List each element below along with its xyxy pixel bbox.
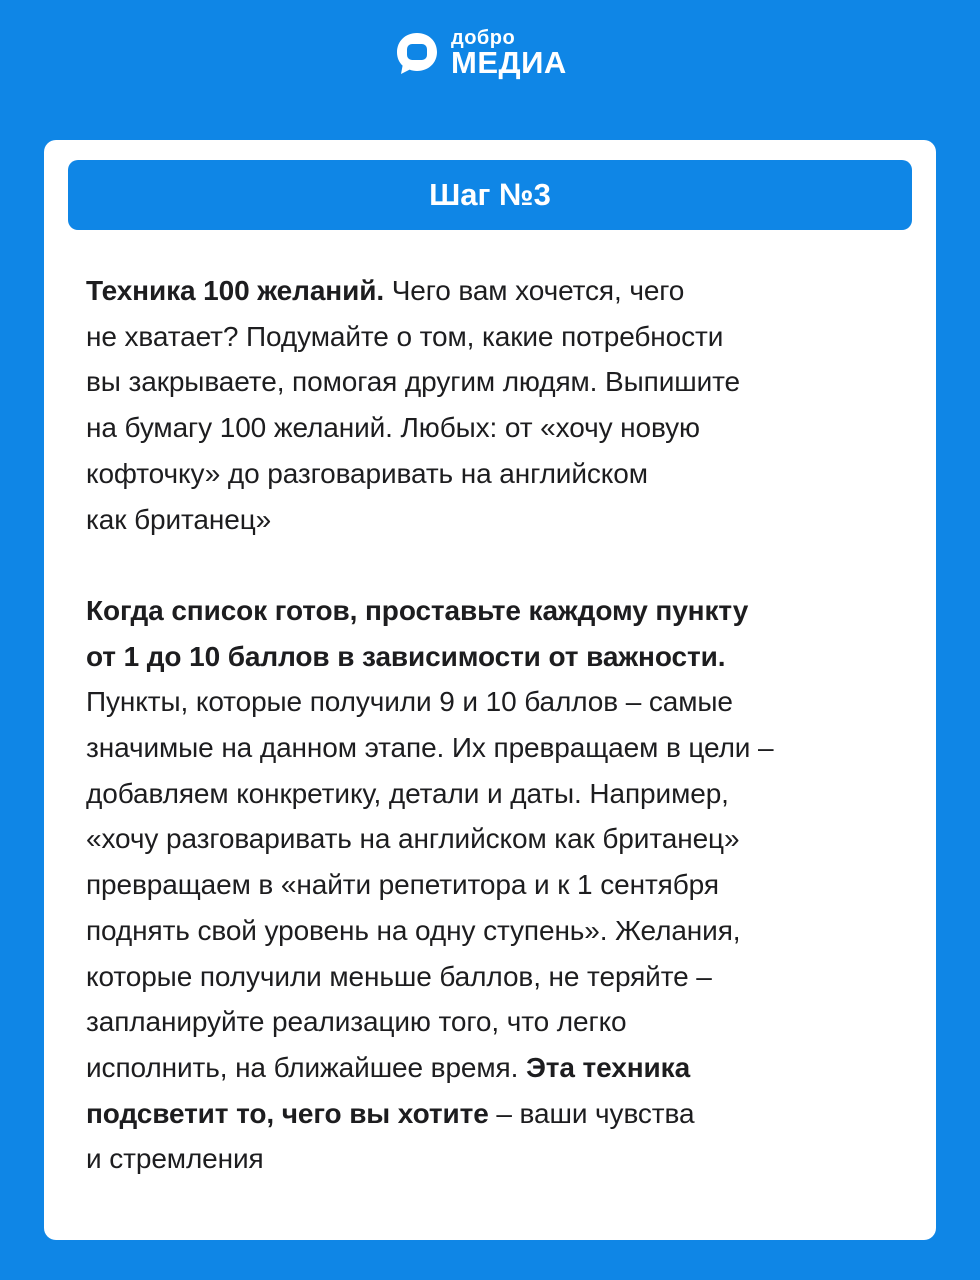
- text-run: и стремления: [86, 1143, 264, 1175]
- step-title: Шаг №3: [429, 177, 551, 212]
- text-run: запланируйте реализацию того, что легко: [86, 1006, 627, 1038]
- paragraph-scoring: [86, 588, 894, 1182]
- text-run: Пункты, которые получили 9 и 10 баллов – самые: [86, 686, 733, 718]
- bold-text-run: Когда список готов, проставьте каждому пункту: [86, 594, 749, 626]
- text-run: которые получили меньше баллов, не теряйте –: [86, 960, 712, 992]
- logo-line-1: добро: [451, 27, 516, 49]
- bold-text-run: Техника 100 желаний.: [86, 275, 385, 306]
- text-run: добавляем конкретику, детали и даты. Например,: [86, 777, 729, 809]
- text-run: вы закрываете, помогая другим людям. Выпишите: [86, 366, 741, 398]
- text-run: поднять свой уровень на одну ступень». Желания,: [86, 914, 741, 946]
- bold-text-run: от 1 до 10 баллов в зависимости от важности.: [86, 640, 726, 672]
- content-card: [44, 140, 936, 1240]
- step-header: [68, 160, 912, 230]
- text-run: исполнить, на ближайшее время.: [86, 1051, 526, 1083]
- speech-bubble-logo-icon: [393, 29, 441, 77]
- paragraph-wishes-technique: [86, 268, 894, 542]
- logo-line-2: МЕДИА: [451, 45, 567, 80]
- text-run: не хватает? Подумайте о том, какие потребности: [86, 320, 724, 352]
- text-run: Чего вам хочется, чего: [384, 275, 685, 306]
- text-run: «хочу разговаривать на английском как британец»: [86, 823, 740, 855]
- text-run: как британец»: [86, 503, 272, 535]
- body-text: [86, 268, 894, 1182]
- dobro-media-logo: [393, 28, 567, 78]
- bold-text-run: Эта техника: [525, 1051, 691, 1083]
- text-run: на бумагу 100 желаний. Любых: от «хочу новую: [86, 412, 700, 444]
- text-run: кофточку» до разговаривать на английском: [86, 457, 648, 489]
- logo-wordmark: [451, 28, 567, 78]
- text-run: превращаем в «найти репетитора и к 1 сентября: [86, 869, 719, 901]
- text-run: – ваши чувства: [488, 1097, 695, 1129]
- text-run: значимые на данном этапе. Их превращаем в цели –: [86, 732, 774, 764]
- bold-text-run: подсветит то, чего вы хотите: [86, 1097, 489, 1129]
